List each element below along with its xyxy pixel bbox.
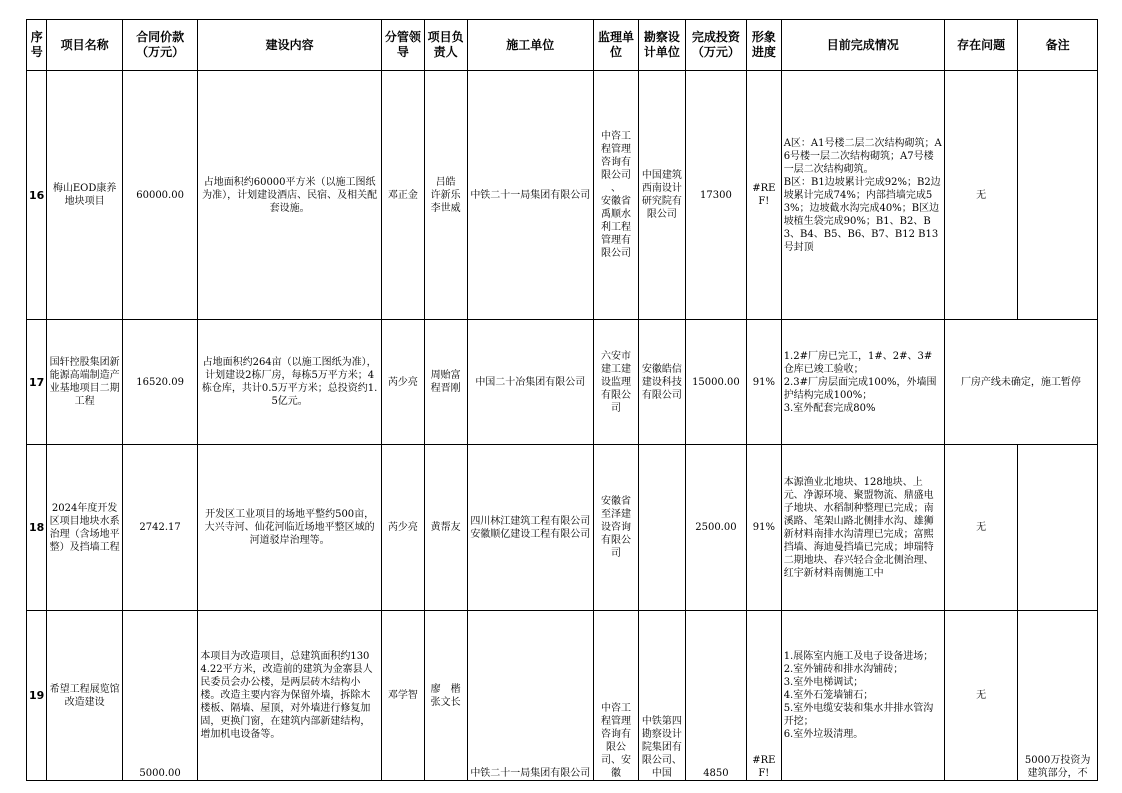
row-status: 1.2#厂房已完工，1#、2#、3#仓库已竣工验收； 2.3#厂房层面完成100%，外墙围护结构完成100%； 3.室外配套完成80% [781, 320, 944, 445]
row-leader: 芮少亮 [381, 320, 424, 445]
row-seq: 19 [27, 611, 47, 781]
header-issues: 存在问题 [944, 20, 1017, 71]
row-designer: 中国建筑西南设计研究院有限公司 [638, 71, 685, 320]
row-contract: 16520.09 [122, 320, 197, 445]
row-invest: 15000.00 [685, 320, 746, 445]
row-name: 希望工程展览馆改造建设 [47, 611, 122, 781]
header-seq: 序号 [27, 20, 47, 71]
row-builder: 中国二十冶集团有限公司 [467, 320, 593, 445]
row-progress: 91% [747, 320, 782, 445]
row-progress: #REF! [747, 611, 782, 781]
row-supervisor: 中咨工程管理咨询有限公司 、 安徽省禹顺水利工程管理有限公司 [594, 71, 639, 320]
row-leader: 邓学智 [381, 611, 424, 781]
row-status: 本源渔业北地块、128地块、上元、净源环境、聚盟物流、鼎盛电子地块、水稻制种整理已完成；南溪路、笔架山路北侧排水沟、雄狮新材料南排水沟清理已完成；富熙挡墙、海迪曼挡墙已完成；坤瑞特二期地块、春兴轻合金北侧治理、红宇新材料南侧施工中 [781, 445, 944, 611]
row-content: 占地面积约264亩（以施工图纸为准），计划建设2栋厂房，每栋5万平方米；4栋仓库，共计0.5万平方米；总投资约1.5亿元。 [198, 320, 382, 445]
row-supervisor: 六安市建工建设监理有限公司 [594, 320, 639, 445]
row-content: 占地面积约60000平方米（以施工图纸为准），计划建设酒店、民宿、及相关配套设施。 [198, 71, 382, 320]
row-notes: 5000万投资为建筑部分，不 [1018, 611, 1098, 781]
row-issues: 无 [944, 445, 1017, 611]
row-contract: 2742.17 [122, 445, 197, 611]
header-invest: 完成投资（万元） [685, 20, 746, 71]
header-designer: 勘察设计单位 [638, 20, 685, 71]
row-manager: 周贻富 程晋刚 [424, 320, 467, 445]
header-row [27, 20, 1098, 71]
header-content: 建设内容 [198, 20, 382, 71]
row-builder: 中铁二十一局集团有限公司 [467, 611, 593, 781]
header-progress: 形象进度 [747, 20, 782, 71]
row-issues: 厂房产线未确定，施工暂停 [944, 320, 1097, 445]
row-invest: 4850 [685, 611, 746, 781]
row-notes [1018, 445, 1098, 611]
row-manager: 黄帮友 [424, 445, 467, 611]
row-designer: 中铁第四勘察设计院集团有限公司、中国 [638, 611, 685, 781]
row-leader: 芮少亮 [381, 445, 424, 611]
table-row [27, 611, 1098, 781]
project-table [26, 19, 1098, 781]
row-leader: 邓正金 [381, 71, 424, 320]
row-invest: 17300 [685, 71, 746, 320]
table-row [27, 445, 1098, 611]
row-seq: 17 [27, 320, 47, 445]
row-status: 1.展陈室内施工及电子设备进场； 2.室外铺砖和排水沟铺砖； 3.室外电梯调试； 4.室外石笼墙铺石； 5.室外电缆安装和集水井排水管沟开挖； 6.室外垃圾清理。 [781, 611, 944, 781]
row-name: 梅山EOD康养地块项目 [47, 71, 122, 320]
row-designer: 安徽皓信建设科技有限公司 [638, 320, 685, 445]
header-leader: 分管领导 [381, 20, 424, 71]
header-status: 目前完成情况 [781, 20, 944, 71]
row-invest: 2500.00 [685, 445, 746, 611]
table-row [27, 320, 1098, 445]
row-progress: 91% [747, 445, 782, 611]
row-supervisor: 安徽省至泽建设咨询有限公司 [594, 445, 639, 611]
row-status: A区：A1号楼二层二次结构砌筑；A6号楼一层二次结构砌筑；A7号楼一层二次结构砌筑。 B区：B1边坡累计完成92%；B2边坡累计完成74%；内部挡墙完成53%；边坡截水沟完成40%；B区边坡植生袋完成90%；B1、B2、B3、B4、B5、B6、B7、B12 B13号封顶 [781, 71, 944, 320]
header-contract: 合同价款（万元） [122, 20, 197, 71]
row-builder: 中铁二十一局集团有限公司 [467, 71, 593, 320]
row-manager: 吕皓 许新乐 李世威 [424, 71, 467, 320]
row-content: 本项目为改造项目，总建筑面积约1304.22平方米，改造前的建筑为金寨县人民委员会办公楼，是两层砖木结构小楼。改造主要内容为保留外墙，拆除木楼板、隔墙、屋顶，对外墙进行修复加固，更换门窗，在建筑内部新建结构，增加机电设备等。 [198, 611, 382, 781]
row-seq: 18 [27, 445, 47, 611]
row-supervisor: 中咨工程管理咨询有限公司、安徽 [594, 611, 639, 781]
row-content: 开发区工业项目的场地平整约500亩，大兴寺河、仙花河临近场地平整区域的河道驳岸治理等。 [198, 445, 382, 611]
row-issues: 无 [944, 611, 1017, 781]
row-progress: #REF! [747, 71, 782, 320]
header-supervisor: 监理单位 [594, 20, 639, 71]
header-name: 项目名称 [47, 20, 122, 71]
header-notes: 备注 [1018, 20, 1098, 71]
row-name: 国轩控股集团新能源高端制造产业基地项目二期工程 [47, 320, 122, 445]
row-designer [638, 445, 685, 611]
header-manager: 项目负责人 [424, 20, 467, 71]
row-seq: 16 [27, 71, 47, 320]
table-row [27, 71, 1098, 320]
row-builder: 四川林江建筑工程有限公司 安徽顺亿建设工程有限公司 [467, 445, 593, 611]
row-issues: 无 [944, 71, 1017, 320]
row-contract: 5000.00 [122, 611, 197, 781]
row-name: 2024年度开发区项目地块水系治理（含场地平整）及挡墙工程 [47, 445, 122, 611]
row-manager: 廖 楷 张文长 [424, 611, 467, 781]
row-notes [1018, 71, 1098, 320]
header-builder: 施工单位 [467, 20, 593, 71]
row-contract: 60000.00 [122, 71, 197, 320]
